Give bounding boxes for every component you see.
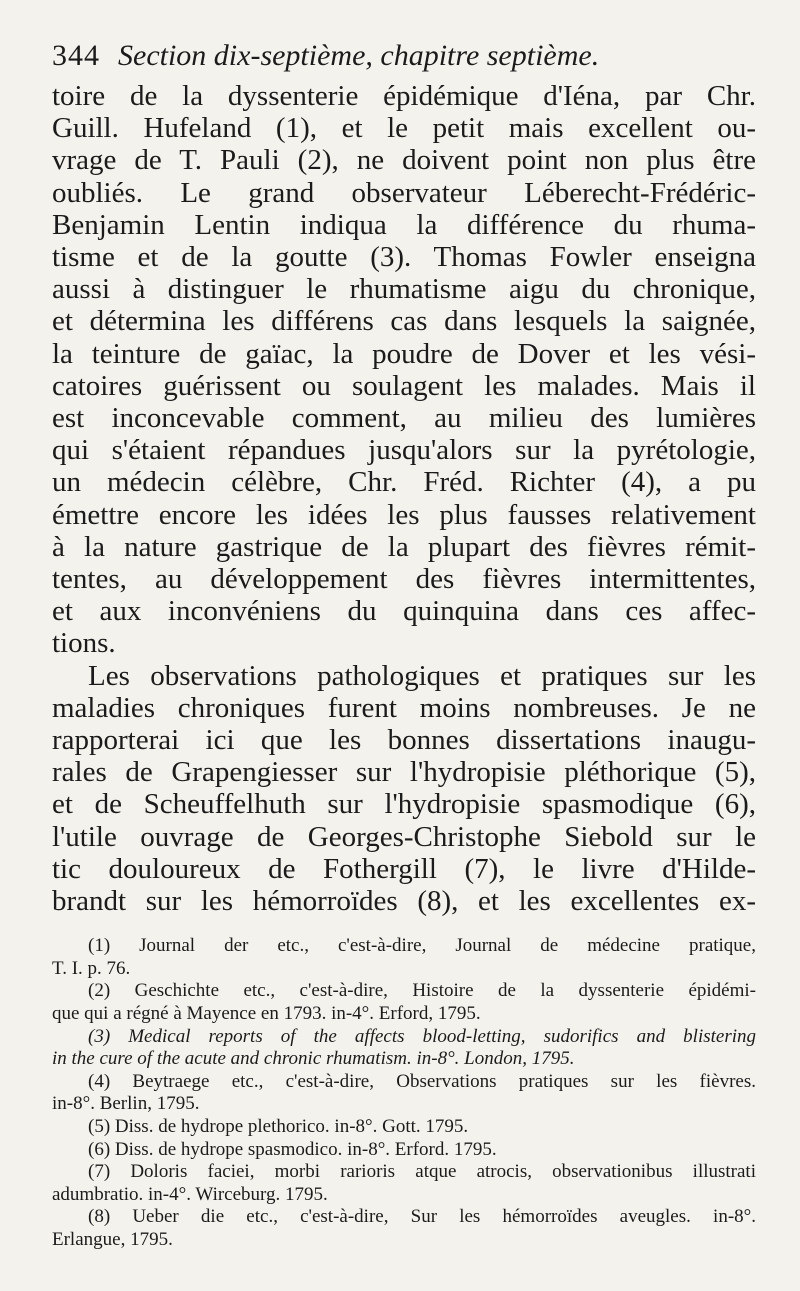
footnote-2 [52, 980, 756, 1025]
footnote-line: (5) Diss. de hydrope plethorico. in-8°. Gott. 1795. [88, 1116, 469, 1138]
footnote-line: adumbratio. in-4°. Wirceburg. 1795. [52, 1183, 328, 1205]
footnote-line: in-8°. Berlin, 1795. [52, 1093, 200, 1115]
footnote-line: (7) Doloris faciei, morbi rarioris atque atrocis, observationibus illustrati [88, 1161, 756, 1183]
text-line: tions. [52, 627, 116, 660]
footnote-line: (4) Beytraege etc., c'est-à-dire, Observations pratiques sur les fièvres. [88, 1070, 756, 1092]
text-line: Benjamin Lentin indiqua la différence du rhuma- [52, 208, 756, 241]
text-line: et détermina les différens cas dans lesquels la saignée, [52, 305, 756, 338]
text-line: maladies chroniques furent moins nombreuses. Je ne [52, 691, 756, 724]
footnote-line: que qui a régné à Mayence en 1793. in-4°. Erford, 1795. [52, 1003, 481, 1025]
footnote-5 [52, 1116, 756, 1139]
footnote-line: (1) Journal der etc., c'est-à-dire, Journal de médecine pratique, [88, 935, 756, 957]
text-line: catoires guérissent ou soulagent les malades. Mais il [52, 369, 756, 402]
paragraph-1 [52, 80, 756, 660]
footnote-line: (8) Ueber die etc., c'est-à-dire, Sur les hémorroïdes aveugles. in-8°. [88, 1206, 756, 1228]
paragraph-2 [52, 660, 756, 918]
text-line: tentes, au développement des fièvres intermittentes, [52, 563, 756, 596]
text-line: qui s'étaient répandues jusqu'alors sur la pyrétologie, [52, 434, 756, 467]
text-line: aussi à distinguer le rhumatisme aigu du chronique, [52, 273, 756, 306]
footnote-7 [52, 1161, 756, 1206]
footnote-line: (3) Medical reports of the affects blood-letting, sudorifics and blistering [88, 1025, 756, 1047]
running-head [52, 36, 756, 80]
page-number: 344 [52, 39, 100, 72]
text-line: Les observations pathologiques et pratiques sur les [88, 659, 756, 692]
footnote-line: in the cure of the acute and chronic rhumatism. in-8°. London, 1795. [52, 1048, 575, 1070]
footnote-4 [52, 1071, 756, 1116]
text-line: la teinture de gaïac, la poudre de Dover et les vési- [52, 337, 756, 370]
text-line: et aux inconvéniens du quinquina dans ces affec- [52, 595, 756, 628]
footnote-line: T. I. p. 76. [52, 957, 131, 979]
footnote-3 [52, 1026, 756, 1071]
footnote-line: (6) Diss. de hydrope spasmodico. in-8°. Erford. 1795. [88, 1138, 497, 1160]
footnote-line: (2) Geschichte etc., c'est-à-dire, Histoire de la dyssenterie épidémi- [88, 980, 756, 1002]
text-line: l'utile ouvrage de Georges-Christophe Siebold sur le [52, 820, 756, 853]
body-text [52, 80, 756, 917]
text-line: émettre encore les idées les plus fausses relativement [52, 498, 756, 531]
text-line: un médecin célèbre, Chr. Fréd. Richter (4), a pu [52, 466, 756, 499]
footnotes [52, 935, 756, 1251]
text-line: tic douloureux de Fothergill (7), le livre d'Hilde- [52, 852, 756, 885]
footnote-8 [52, 1206, 756, 1251]
text-line: Guill. Hufeland (1), et le petit mais excellent ou- [52, 112, 756, 145]
text-line: tisme et de la goutte (3). Thomas Fowler enseigna [52, 241, 756, 274]
text-line: toire de la dyssenterie épidémique d'Iéna, par Chr. [52, 80, 756, 112]
footnote-1 [52, 935, 756, 980]
footnote-6 [52, 1139, 756, 1162]
text-line: rapporterai ici que les bonnes dissertations inaugu- [52, 724, 756, 757]
text-line: à la nature gastrique de la plupart des fièvres rémit- [52, 530, 756, 563]
text-line: brandt sur les hémorroïdes (8), et les excellentes ex- [52, 885, 756, 918]
text-line: vrage de T. Pauli (2), ne doivent point non plus être [52, 144, 756, 177]
footnote-line: Erlangue, 1795. [52, 1229, 173, 1250]
running-title: Section dix-septième, chapitre septième. [118, 39, 600, 72]
text-line: et de Scheuffelhuth sur l'hydropisie spasmodique (6), [52, 788, 756, 821]
text-line: rales de Grapengiesser sur l'hydropisie pléthorique (5), [52, 756, 756, 789]
text-line: est inconcevable comment, au milieu des lumières [52, 402, 756, 435]
text-line: oubliés. Le grand observateur Léberecht-Frédéric- [52, 176, 756, 209]
